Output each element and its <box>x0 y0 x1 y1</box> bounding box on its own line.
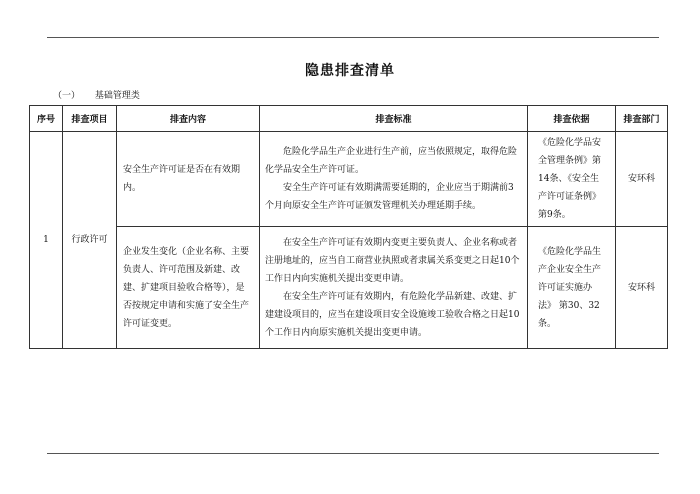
page-title: 隐患排查清单 <box>305 63 395 79</box>
check-dept: 安环科 <box>616 132 668 227</box>
table-row <box>30 227 668 349</box>
header-rule <box>47 37 659 38</box>
header-basis: 排查依据 <box>528 106 616 132</box>
header-content: 排查内容 <box>117 106 260 132</box>
header-index: 序号 <box>30 106 63 132</box>
section-name: 基础管理类 <box>94 91 140 101</box>
standard-paragraph: 安全生产许可证有效期满需要延期的，企业应当于期满前3个月向原安全生产许可证颁发管理机关办理延期手续。 <box>265 183 514 211</box>
section-heading <box>53 88 140 101</box>
section-number: （一） <box>53 91 81 101</box>
standard-paragraph: 危险化学品生产企业进行生产前，应当依照规定，取得危险化学品安全生产许可证。 <box>265 147 518 175</box>
table-header-row <box>30 106 668 132</box>
row-index: 1 <box>30 132 63 349</box>
check-content: 安全生产许可证是否在有效期内。 <box>117 132 260 227</box>
row-item: 行政许可 <box>63 132 117 349</box>
check-standard <box>260 227 528 349</box>
checklist-table <box>29 105 668 349</box>
standard-paragraph: 在安全生产许可证有效期内变更主要负责人、企业名称或者注册地址的，应当自工商营业执照或者隶属关系变更之日起10个工作日内向实施机关提出变更申请。 <box>265 237 520 284</box>
header-standard: 排查标准 <box>260 106 528 132</box>
header-item: 排查项目 <box>63 106 117 132</box>
check-standard <box>260 132 528 227</box>
check-basis: 《危险化学品生产企业安全生产许可证实施办法》 第30、32条。 <box>528 227 616 349</box>
check-basis: 《危险化学品安全管理条例》第14条、《安全生产许可证条例》第9条。 <box>528 132 616 227</box>
check-dept: 安环科 <box>616 227 668 349</box>
header-dept: 排查部门 <box>616 106 668 132</box>
footer-rule <box>47 453 659 454</box>
standard-paragraph: 在安全生产许可证有效期内，有危险化学品新建、改建、扩建建设项目的，应当在建设项目安全设施竣工验收合格之日起10个工作日内向原实施机关提出变更申请。 <box>265 291 520 338</box>
table-row <box>30 132 668 227</box>
check-content: 企业发生变化（企业名称、主要负责人、许可范围及新建、改建、扩建项目验收合格等），是否按规定申请和实施了安全生产许可证变更。 <box>117 227 260 349</box>
